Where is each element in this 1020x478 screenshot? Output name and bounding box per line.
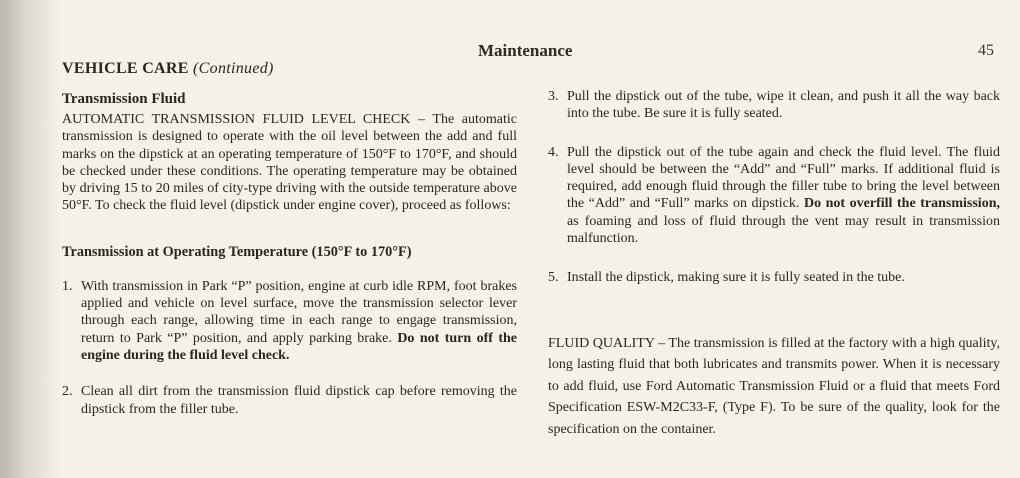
subheading-transmission-fluid: Transmission Fluid <box>62 91 186 107</box>
step-bold-text: Do not turn off the engine during the fluid level check. <box>81 330 518 363</box>
fluid-quality-heading: FLUID QUALITY <box>548 335 655 351</box>
section-title <box>62 60 517 78</box>
step-text: Clean all dirt from the transmission fluid dipstick cap before removing the dipstick from the filler tube. <box>81 384 517 417</box>
step-number: 4. <box>548 144 559 160</box>
intro-heading: AUTOMATIC TRANSMISSION FLUID LEVEL CHECK <box>62 112 411 127</box>
left-column <box>62 60 517 418</box>
step-4 <box>548 144 1000 248</box>
step-tail-text: as foaming and loss of fluid through the vent may result in transmission malfunction. <box>567 213 1000 247</box>
step-text: Pull the dipstick out of the tube again and check the fluid level. The fluid level should be between the “Add” and “Full” marks. If additional fluid is required, add enough fluid through the filler tube to bring the level between the “Add” and “Full” marks on dipstick. <box>567 144 1000 212</box>
page-header-title: Maintenance <box>478 41 573 60</box>
operating-temperature-heading: Transmission at Operating Temperature (150°F to 170°F) <box>62 243 412 260</box>
step-number: 3. <box>548 89 559 104</box>
intro-paragraph <box>62 111 517 215</box>
section-continued: (Continued) <box>193 60 274 77</box>
step-3 <box>548 88 1000 123</box>
step-text: Install the dipstick, making sure it is fully seated in the tube. <box>567 270 905 286</box>
step-2 <box>62 383 517 418</box>
step-1 <box>62 278 517 364</box>
fluid-quality-paragraph <box>548 333 1000 441</box>
page-gutter-shadow <box>0 0 60 478</box>
step-bold-text: Do not overfill the transmission, <box>803 196 1000 212</box>
step-text: Pull the dipstick out of the tube, wipe it clean, and push it all the way back into the tube. Be sure it is fully seated. <box>567 89 1000 122</box>
right-column <box>548 88 1000 440</box>
step-5 <box>548 269 1000 286</box>
fluid-quality-body: – The transmission is filled at the factory with a high quality, long lasting fluid that both lubricates and transmits power. When it is necessary to add fluid, use Ford Automatic Transmission Fluid or a fluid that meets Ford Specification ESW-M2C33-F, (Type F). To be sure of the quality, look for the specification on the container. <box>548 335 1000 437</box>
step-text: With transmission in Park “P” position, engine at curb idle RPM, foot brakes applied and vehicle on level surface, move the transmission selector lever through each range, allowing time in each range to engage transmission, return to Park “P” position, and apply parking brake. <box>81 278 517 346</box>
step-number: 1. <box>62 278 73 294</box>
step-number: 5. <box>548 270 559 286</box>
step-number: 2. <box>62 384 73 400</box>
intro-body: – The automatic transmission is designed to operate with the oil level between the add and full marks on the dipstick at an operating temperature of 150°F to 170°F, and should be checked under these conditions. The operating temperature may be obtained by driving 15 to 20 miles of city-type driving with the outside temperature above 50°F. To check the fluid level (dipstick under engine cover), proceed as follows: <box>62 112 517 214</box>
section-title-text: VEHICLE CARE <box>62 60 189 77</box>
page-number: 45 <box>978 42 994 59</box>
